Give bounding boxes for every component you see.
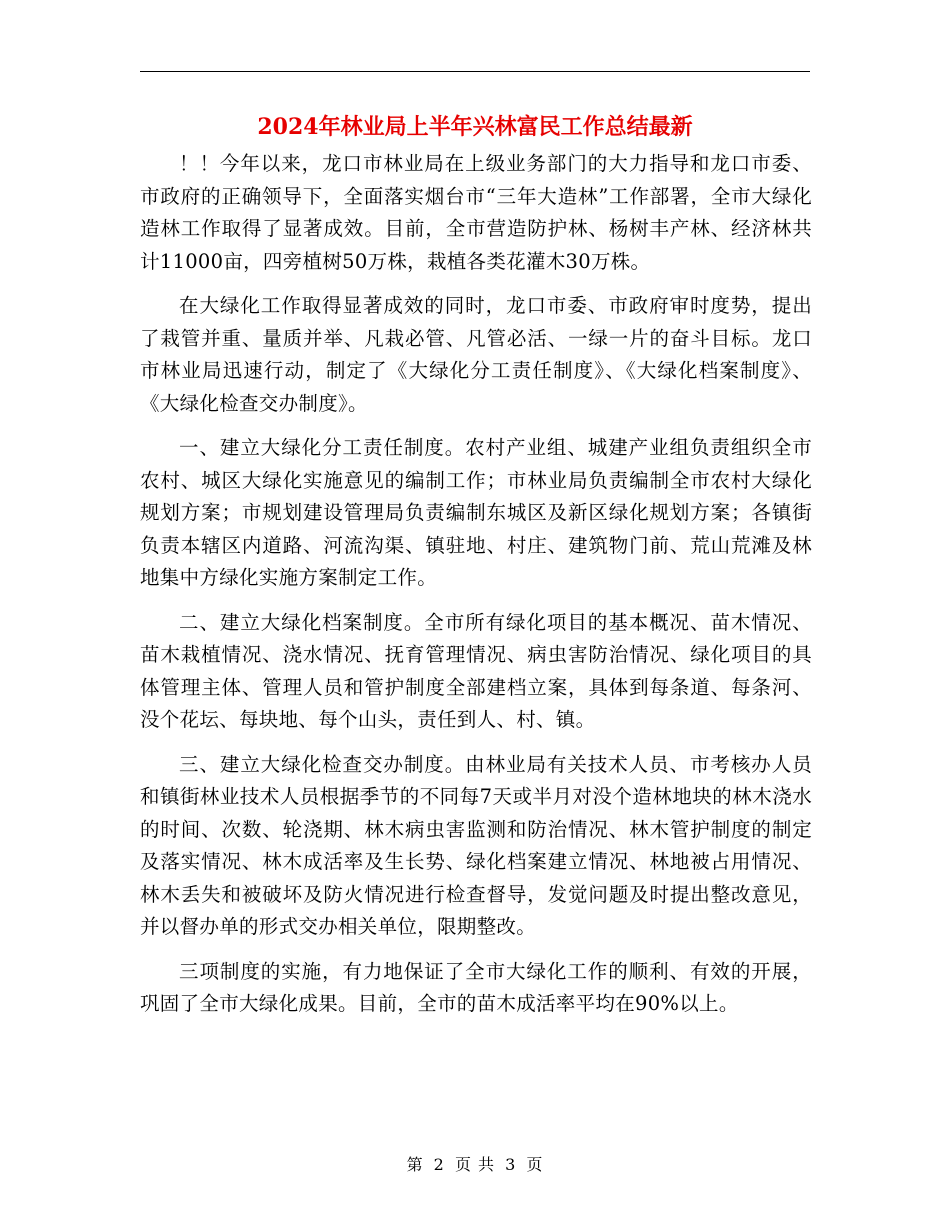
paragraph-goals: 在大绿化工作取得显著成效的同时，龙口市委、市政府审时度势，提出了栽管并重、量质并举、凡栽必管、凡管必活、一绿一片的奋斗目标。龙口市林业局迅速行动，制定了《大绿化分工责任制度》、《大绿化档案制度》、《大绿化检查交办制度》。 [140,294,812,415]
footer-middle: 页 共 [454,1155,496,1174]
header-rule [140,71,810,72]
page-footer [0,1154,950,1176]
paragraph-inspection-system: 三、建立大绿化检查交办制度。由林业局有关技术人员、市考核办人员和镇街林业技术人员根据季节的不同每7天或半月对没个造林地块的林木浇水的时间、次数、轮浇期、林木病虫害监测和防治情况、林木管护制度的制定及落实情况、林木成活率及生长势、绿化档案建立情况、林地被占用情况、林木丢失和被破坏及防火情况进行检查督导，发觉问题及时提出整改意见，并以督办单的形式交办相关单位，限期整改。 [140,752,812,938]
document-title: 2024年林业局上半年兴林富民工作总结最新 [257,114,693,140]
paragraph-conclusion: 三项制度的实施，有力地保证了全市大绿化工作的顺利、有效的开展，巩固了全市大绿化成果。目前，全市的苗木成活率平均在90%以上。 [140,959,812,1015]
paragraph-archive-system: 二、建立大绿化档案制度。全市所有绿化项目的基本概况、苗木情况、苗木栽植情况、浇水情况、抚育管理情况、病虫害防治情况、绿化项目的具体管理主体、管理人员和管护制度全部建档立案，具体到每条道、每条河、没个花坛、每块地、每个山头，责任到人、村、镇。 [140,610,812,731]
paragraph-responsibility-system: 一、建立大绿化分工责任制度。农村产业组、城建产业组负责组织全市农村、城区大绿化实施意见的编制工作；市林业局负责编制全市农村大绿化规划方案；市规划建设管理局负责编制东城区及新区绿化规划方案；各镇街负责本辖区内道路、河流沟渠、镇驻地、村庄、建筑物门前、荒山荒滩及林地集中方绿化实施方案制定工作。 [140,436,812,589]
current-page-number: 2 [433,1155,445,1174]
footer-prefix: 第 [406,1155,424,1174]
footer-suffix: 页 [526,1155,544,1174]
paragraph-intro: ！！今年以来，龙口市林业局在上级业务部门的大力指导和龙口市委、市政府的正确领导下，全面落实烟台市“三年大造林”工作部署，全市大绿化造林工作取得了显著成效。目前，全市营造防护林、杨树丰产林、经济林共计11000亩，四旁植树50万株，栽植各类花灌木30万株。 [140,152,812,273]
document-body [140,148,812,1033]
total-page-count: 3 [505,1155,517,1174]
